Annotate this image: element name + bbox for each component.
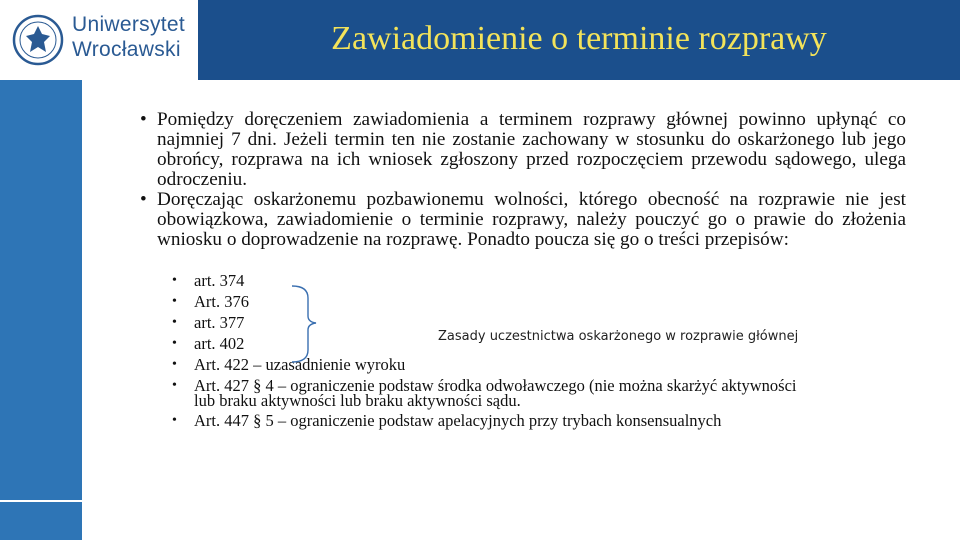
- provision-text: art. 377: [194, 313, 245, 332]
- bullet-item: [140, 190, 906, 250]
- provision-marker: •: [172, 413, 177, 428]
- logo-line-2: Wrocławski: [72, 38, 181, 61]
- logo-line-1: Uniwersytet: [72, 13, 185, 36]
- provision-marker: •: [172, 378, 177, 393]
- bullet-text: Doręczając oskarżonemu pozbawionemu wolności, którego obecność na rozprawie nie jest obowiązkowa, zawiadomienie o terminie rozprawy, należy pouczyć go o prawie do złożenia wniosku o doprowadzenie na rozprawę. Ponadto poucza się go o treści przepisów:: [157, 189, 906, 250]
- provision-text: Art. 376: [194, 292, 249, 311]
- logo-wordmark: [72, 12, 185, 62]
- grouping-brace: [290, 284, 324, 364]
- provision-marker: •: [172, 336, 177, 351]
- university-logo: [0, 0, 198, 80]
- provision-text: Art. 422 – uzasadnienie wyroku: [194, 355, 406, 374]
- provision-marker: •: [172, 273, 177, 288]
- slide-title: Zawiadomienie o terminie rozprawy: [331, 20, 827, 57]
- main-content: [140, 110, 906, 250]
- provision-marker: •: [172, 357, 177, 372]
- provision-marker: •: [172, 294, 177, 309]
- side-strip-band: [0, 500, 82, 502]
- bullet-text: Pomiędzy doręczeniem zawiadomienia a terminem rozprawy głównej powinno upłynąć co najmniej 7 dni. Jeżeli termin ten nie zostanie zachowany w stosunku do oskarżonego lub jego obrońcy, rozprawa na ich wniosek zgłoszony przed rozpoczęciem przewodu sądowego, ulega odroczeniu.: [157, 109, 906, 190]
- provision-text: lub braku aktywności lub braku aktywności sądu.: [194, 391, 521, 410]
- provision-text: Art. 447 § 5 – ograniczenie podstaw apelacyjnych przy trybach konsensualnych: [194, 411, 722, 430]
- grouping-annotation: Zasady uczestnictwa oskarżonego w rozprawie głównej: [438, 329, 799, 344]
- bullet-marker: •: [140, 109, 147, 130]
- side-decoration-strip: [0, 80, 82, 540]
- bullet-item: [140, 110, 906, 190]
- provision-text: art. 374: [194, 271, 245, 290]
- provision-text: Art. 427 § 4 – ograniczenie podstaw środka odwoławczego (nie można skarżyć aktywności: [194, 376, 797, 395]
- bullet-marker: •: [140, 189, 147, 210]
- university-seal-icon: [12, 14, 64, 66]
- provision-marker: •: [172, 315, 177, 330]
- provision-text: art. 402: [194, 334, 245, 353]
